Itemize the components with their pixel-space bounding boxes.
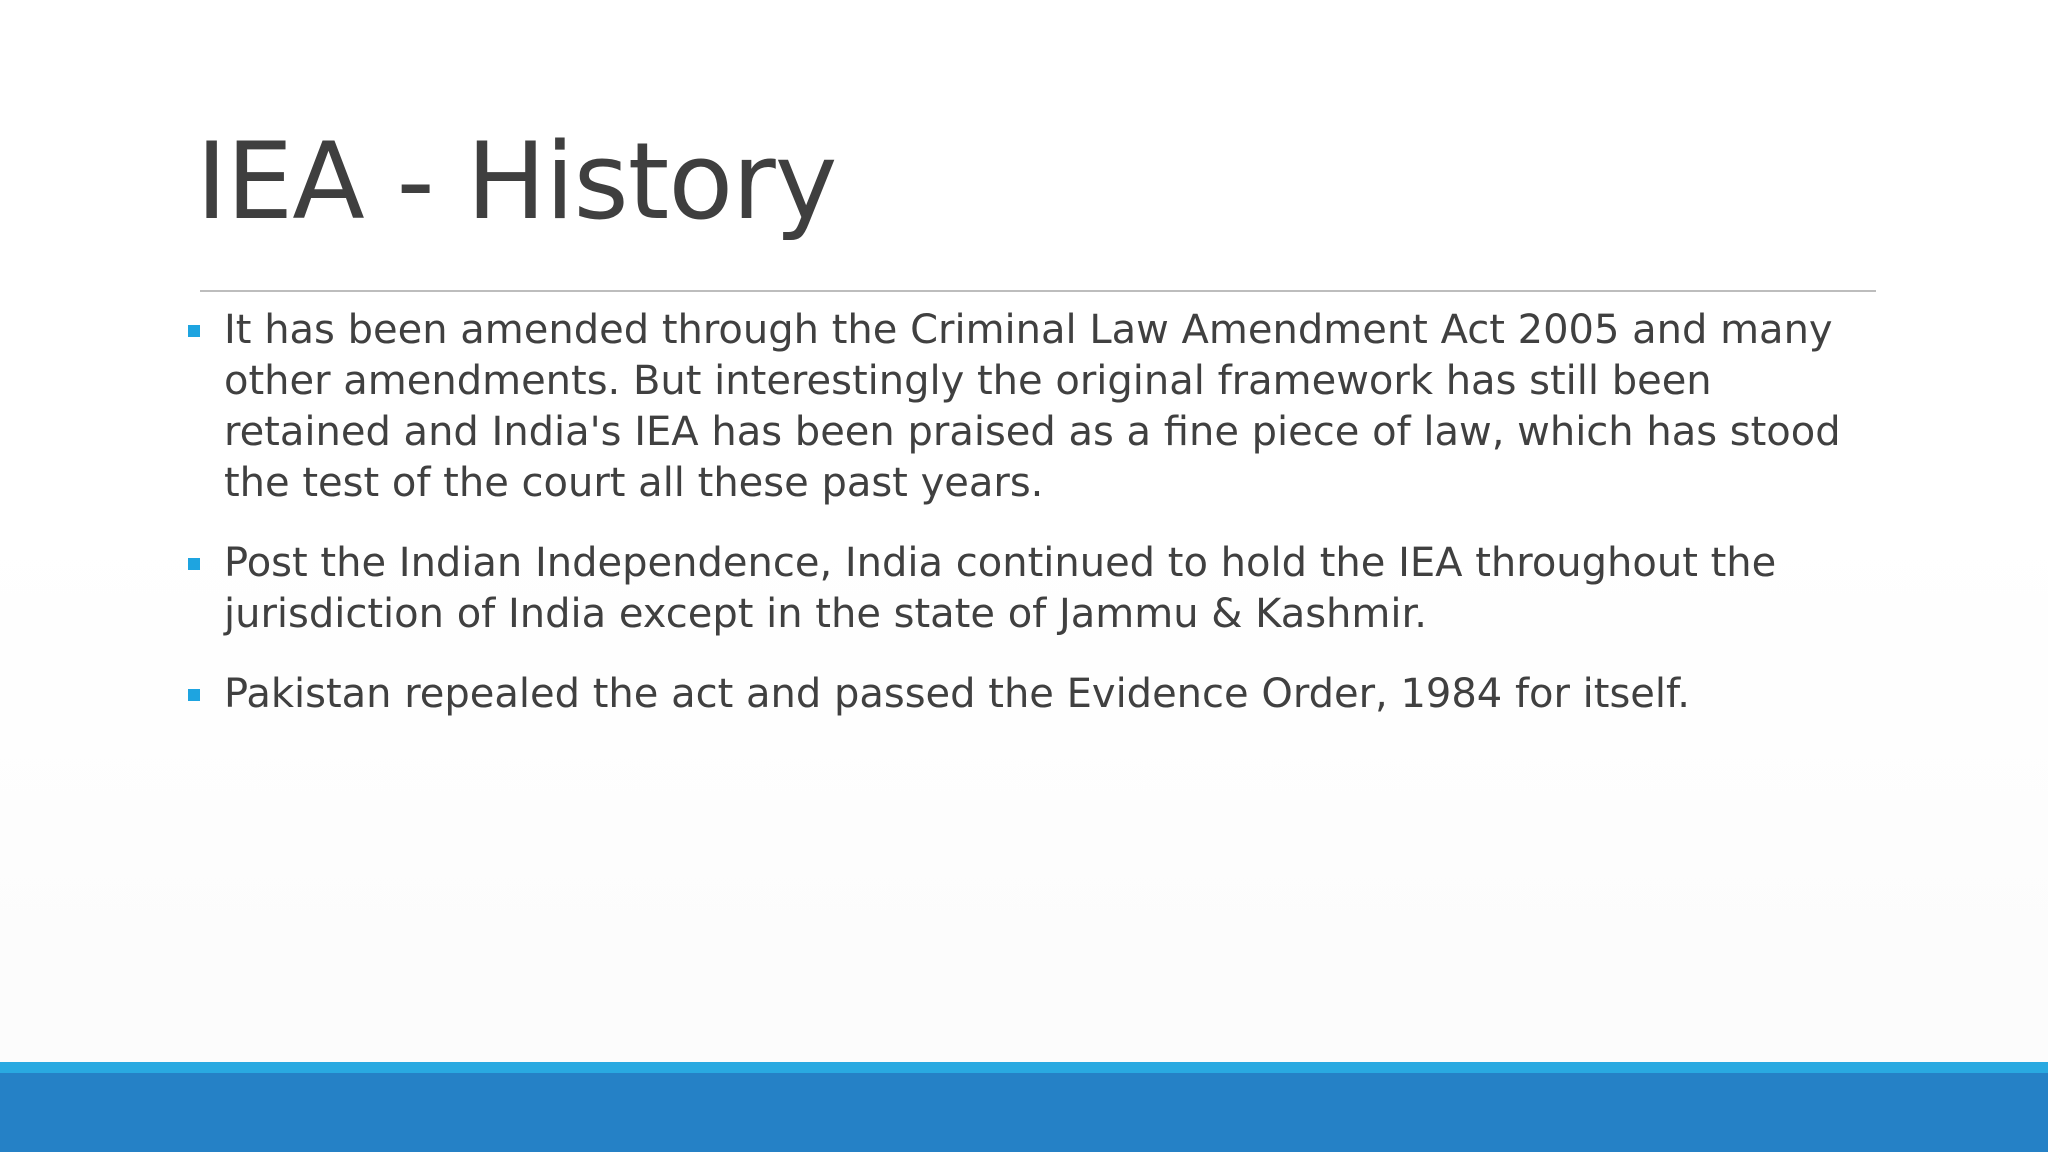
slide-title: IEA - History <box>196 120 837 243</box>
bullet-text: Post the Indian Independence, India continued to hold the IEA throughout the jurisdiction of India except in the state of Jammu & Kashmir. <box>224 540 1777 637</box>
bullet-item <box>186 538 1886 640</box>
title-divider <box>200 290 1876 292</box>
bullet-list <box>186 305 1886 749</box>
footer-color-bar <box>0 1073 2048 1152</box>
square-bullet-icon <box>188 325 200 337</box>
footer-accent-stripe <box>0 1062 2048 1073</box>
bullet-text: It has been amended through the Criminal Law Amendment Act 2005 and many other amendments. But interestingly the original framework has still been retained and India's IEA has been praised as a fine piece of law, which has stood the test of the court all these past years. <box>224 307 1841 506</box>
bullet-item <box>186 305 1886 509</box>
square-bullet-icon <box>188 558 200 570</box>
square-bullet-icon <box>188 689 200 701</box>
bullet-text: Pakistan repealed the act and passed the Evidence Order, 1984 for itself. <box>224 671 1690 717</box>
bullet-item <box>186 669 1886 720</box>
footer-band <box>0 1062 2048 1152</box>
